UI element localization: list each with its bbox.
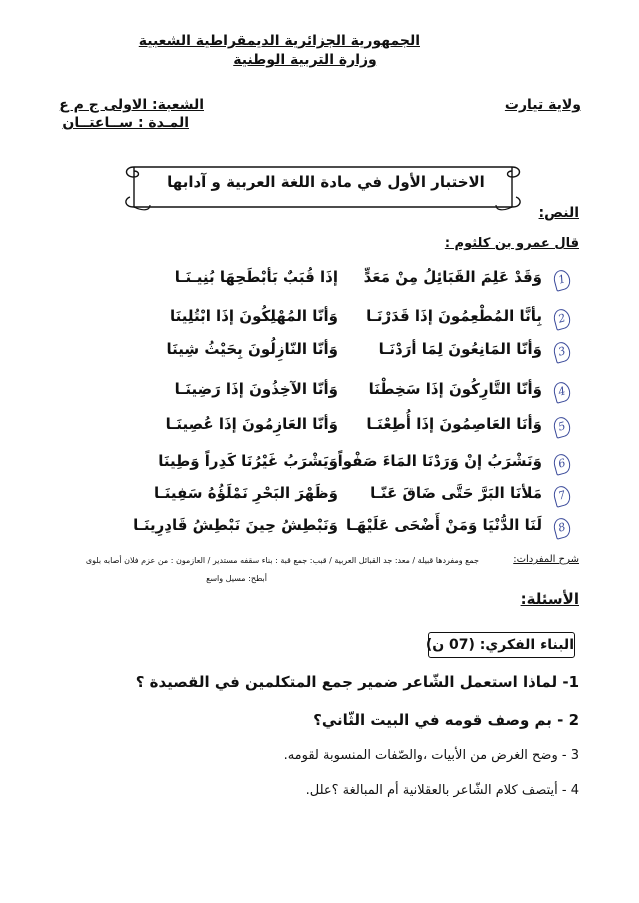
verse-second-hemistich: وَأنّا المُهْلِكُونَ إذَا ابْتُلِينَا — [169, 307, 338, 325]
ministry-header: وزارة التربية الوطنية — [233, 52, 377, 68]
verse-row — [120, 340, 570, 366]
text-section-label: النص: — [538, 205, 579, 221]
glossary-label: شرح المفردات: — [513, 554, 579, 565]
verse-row — [120, 452, 570, 478]
verse-number: 4 — [552, 380, 573, 403]
verse-row — [120, 307, 570, 333]
question-item: 3 - وضح الغرض من الأبيات ،والصّفات المنسوبة لقومه. — [283, 748, 579, 763]
verse-first-hemistich: بِأنَّا المُطْعِمُونَ إذَا قَدَرْنَـا — [366, 307, 542, 325]
glossary-text-2: أبطح: مسيل واسع — [206, 574, 267, 583]
verse-first-hemistich: وَأنَا العَاصِمُونَ إذَا أُطِعْنَـا — [366, 415, 542, 433]
verse-first-hemistich: وَقَدْ عَلِمَ القَبَائِلُ مِنْ مَعَدٍّ — [363, 268, 542, 286]
exam-title-banner — [120, 161, 525, 213]
verse-first-hemistich: مَلأنَا البَرَّ حَتَّى ضَاقَ عَنّـا — [370, 484, 542, 502]
verse-row — [120, 380, 570, 406]
verse-row — [120, 268, 570, 294]
verse-second-hemistich: وَأنّا النّازِلُونَ بِحَيْثُ شِينَا — [166, 340, 338, 358]
questions-label: الأسئلة: — [520, 590, 579, 608]
question-item: 1- لماذا استعمل الشّاعر ضمير جمع المتكلمين في القصيدة ؟ — [135, 673, 579, 691]
verse-number: 8 — [552, 516, 573, 539]
branch-label: الشعبة: الاولى ج م ع — [59, 97, 204, 113]
question-item: 4 - أيتصف كلام الشّاعر بالعقلانية أم المبالغة ؟علل. — [305, 783, 579, 798]
duration-label: المـدة : ســاعتــان — [62, 115, 189, 131]
verse-first-hemistich: لَنَا الدُّنْيَا وَمَنْ أَضْحَى عَلَيْهَـا — [346, 516, 542, 534]
verse-second-hemistich: وَيَشْرَبُ غَيْرُنَا كَدِراً وَطِينَا — [158, 452, 338, 470]
verse-row — [120, 415, 570, 441]
verse-row — [120, 484, 570, 510]
verse-second-hemistich: وَظَهْرَ البَحْرِ نَمْلَؤُهُ سَفِينَـا — [153, 484, 338, 502]
verse-first-hemistich: وَنَشْرَبُ إنْ وَرَدْنَا المَاءَ صَفْواً — [337, 452, 542, 470]
wilaya-label: ولاية تيارت — [504, 97, 581, 113]
verse-number: 6 — [552, 452, 573, 475]
verse-second-hemistich: إذَا قُبَبٌ بَأبْطَحِهَا بُنِيـنَـا — [174, 268, 338, 286]
poet-line: قال عمرو بن كلثوم : — [444, 236, 579, 251]
verse-number: 1 — [552, 268, 573, 291]
exam-title: الاختبار الأول في مادة اللغة العربية و آدابها — [167, 173, 485, 191]
verse-first-hemistich: وَأنّا المَانِعُونَ لِمَا أرَدْنَـا — [378, 340, 542, 358]
verse-number: 2 — [552, 307, 573, 330]
verse-row — [120, 516, 570, 542]
verse-second-hemistich: وَأنّا العَازِمُونَ إذَا عُصِينَـا — [165, 415, 338, 433]
verse-first-hemistich: وَأنّا التَّارِكُونَ إذَا سَخِطْنَا — [368, 380, 542, 398]
section-title-box: البناء الفكري: (07 ن) — [428, 632, 575, 658]
verse-number: 3 — [552, 340, 573, 363]
verse-second-hemistich: وَنَبْطِشُ حِينَ نَبْطِشُ قَادِرِينَـا — [133, 516, 338, 534]
verse-number: 5 — [552, 415, 573, 438]
republic-header: الجمهورية الجزائرية الديمقراطية الشعبية — [138, 33, 420, 49]
glossary-text: جمع ومفردها قبيلة / معد: جد القبائل العربية / قبب: جمع قبة : بناء سقفه مستدير / العازمون : من عزم فلان أصابه بلوى — [85, 556, 479, 565]
verse-number: 7 — [552, 484, 573, 507]
question-item: 2 - بم وصف قومه في البيت الثّاني؟ — [313, 711, 579, 729]
verse-second-hemistich: وَأنّا الآخِذُونَ إذَا رَضِينَـا — [174, 380, 338, 398]
